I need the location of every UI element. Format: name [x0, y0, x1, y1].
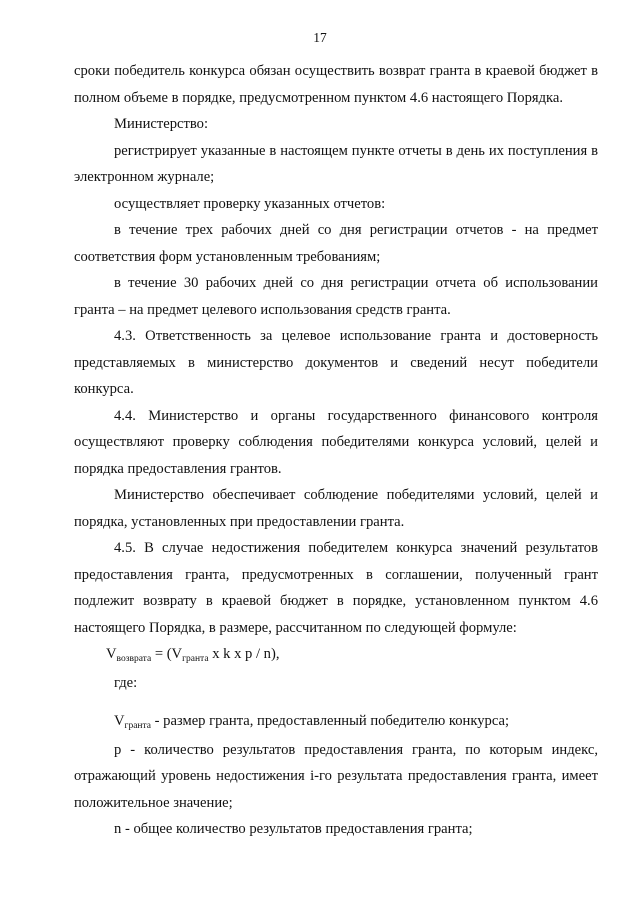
paragraph-4-4: 4.4. Министерство и органы государственного финансового контроля осуществляют проверку соблюдения победителями конкурса условий, целей и порядка предоставления грантов.	[74, 407, 598, 477]
paragraph-return-deadline: сроки победитель конкурса обязан осуществить возврат гранта в краевой бюджет в полном объеме в порядке, предусмотренном пунктом 4.6 настоящего Порядка.	[74, 63, 598, 106]
formula-v: V	[106, 646, 117, 662]
formula-rest: x k x p / n),	[208, 646, 280, 662]
paragraph-4-3: 4.3. Ответственность за целевое использование гранта и достоверность представляемых в министерство документов и сведений несут победители конкурса.	[74, 328, 598, 397]
definition-v-text: - размер гранта, предоставленный победителю конкурса;	[150, 713, 510, 729]
formula-sub-return: возврата	[116, 654, 152, 664]
formula	[74, 641, 598, 670]
formula-sub-grant: гранта	[182, 654, 209, 664]
definition-v-grant	[74, 708, 598, 737]
document-body	[74, 58, 598, 843]
paragraph-registers-reports: регистрирует указанные в настоящем пункте отчеты в день их поступления в электронном журнале;	[74, 142, 598, 185]
definition-v-sub: гранта	[124, 721, 151, 731]
paragraph-ministry-ensures: Министерство обеспечивает соблюдение победителями условий, целей и порядка, установленных при предоставлении гранта.	[74, 487, 598, 530]
definition-p: p - количество результатов предоставления гранта, по которым индекс, отражающий уровень недостижения i-го результата предоставления гранта, имеет положительное значение;	[74, 741, 598, 811]
definition-n: n - общее количество результатов предоставления гранта;	[114, 821, 473, 837]
formula-eq: = (V	[151, 646, 183, 662]
paragraph-checks-reports: осуществляет проверку указанных отчетов:	[114, 195, 386, 212]
paragraph-three-days: в течение трех рабочих дней со дня регистрации отчетов - на предмет соответствия форм установленным требованиям;	[74, 222, 598, 265]
page-number: 17	[313, 30, 327, 45]
definition-v: V	[114, 713, 125, 729]
formula-where: где:	[114, 674, 138, 691]
paragraph-thirty-days: в течение 30 рабочих дней со дня регистрации отчета об использовании гранта – на предмет целевого использования средств гранта.	[74, 275, 598, 318]
paragraph-ministry-heading: Министерство:	[114, 116, 209, 132]
paragraph-4-5: 4.5. В случае недостижения победителем конкурса значений результатов предоставления гранта, предусмотренных в соглашении, полученный грант подлежит возврату в краевой бюджет в порядке, установленном пунктом 4.6 настоящего Порядка, в размере, рассчитанном по следующей формуле:	[74, 540, 598, 636]
